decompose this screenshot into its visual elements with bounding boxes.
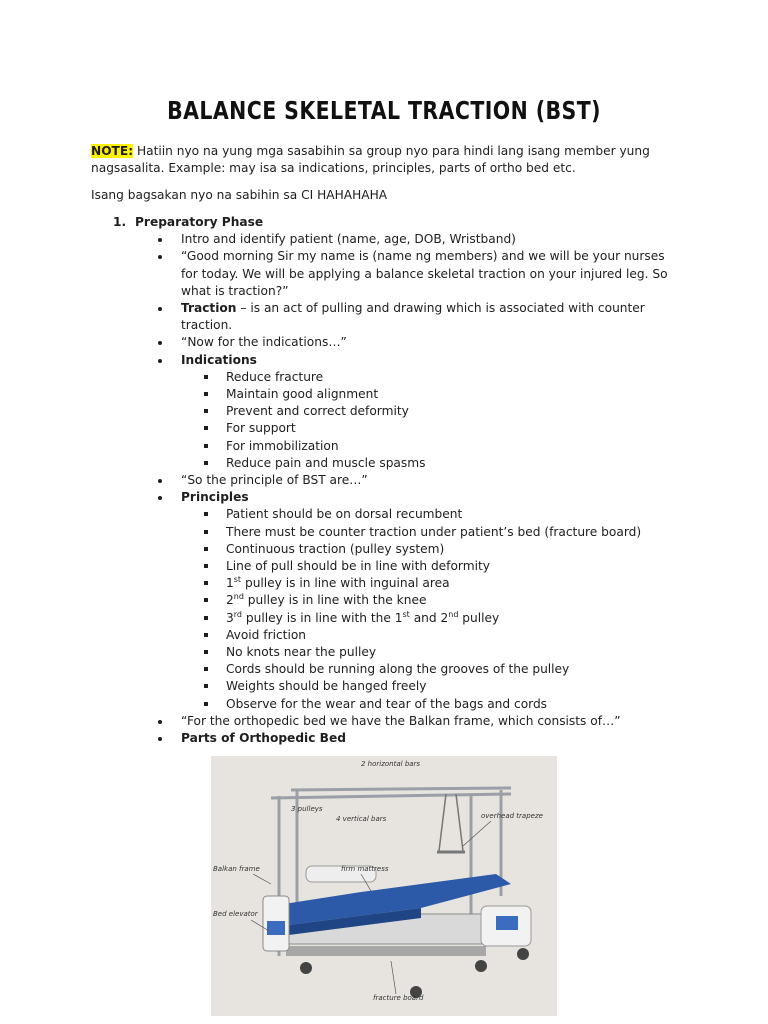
principle-item: Patient should be on dorsal recumbent (0, 506, 768, 523)
bed-parts-heading: Parts of Orthopedic Bed (0, 730, 768, 747)
indication-item: Reduce fracture (0, 369, 768, 386)
ordinal-suffix: rd (233, 609, 242, 619)
ordinal-suffix: nd (448, 609, 459, 619)
aside-text: Isang bagsakan nyo na sabihin sa CI HAHAHAHA (91, 188, 388, 202)
principle-text: and 2 (409, 610, 449, 625)
principle-item: Avoid friction (0, 627, 768, 644)
phase-number: 1. (113, 215, 127, 229)
list-item: “For the orthopedic bed we have the Balkan frame, which consists of…” (0, 713, 768, 730)
principle-item: Line of pull should be in line with deformity (0, 558, 768, 575)
note-label: NOTE: (91, 144, 134, 158)
ordinal-suffix: st (402, 609, 410, 619)
list-item: Intro and identify patient (name, age, DOB, Wristband) (0, 231, 768, 248)
indications-heading: Indications (0, 352, 768, 369)
principle-item (0, 592, 768, 609)
list-item: “Now for the indications…” (0, 334, 768, 351)
bed-illustration (211, 756, 557, 1016)
ordinal-number: 2 (226, 593, 234, 608)
phase-title: Preparatory Phase (135, 215, 264, 229)
principle-item: Weights should be hanged freely (0, 678, 768, 695)
principle-item: Continuous traction (pulley system) (0, 541, 768, 558)
principles-heading: Principles (0, 489, 768, 506)
principle-text: pulley is in line with the 1 (242, 610, 403, 625)
ordinal-suffix: nd (233, 592, 244, 602)
principle-text: pulley (458, 610, 500, 625)
traction-definition: – is an act of pulling and drawing which is associated with counter traction. (181, 301, 645, 333)
principle-item: No knots near the pulley (0, 644, 768, 661)
principle-item: Cords should be running along the grooves of the pulley (0, 661, 768, 678)
label-pulleys: 3 pulleys (291, 805, 323, 813)
indication-item: Prevent and correct deformity (0, 403, 768, 420)
indication-item: For immobilization (0, 438, 768, 455)
list-item: “Good morning Sir my name is (name ng members) and we will be your nurses for today. We will be applying a balance skeletal traction on your injured leg. So what is traction?” (0, 248, 768, 300)
principle-item (0, 575, 768, 592)
outline (0, 214, 768, 747)
indication-item: Maintain good alignment (0, 386, 768, 403)
list-item: “So the principle of BST are…” (0, 472, 768, 489)
indication-item: For support (0, 420, 768, 437)
traction-term: Traction (181, 301, 237, 316)
phase-heading (0, 214, 768, 231)
label-mattress: firm mattress (341, 865, 389, 873)
label-fracture-board: fracture board (373, 994, 424, 1002)
ordinal-number: 3 (226, 610, 234, 625)
orthopedic-bed-photo (211, 756, 557, 1016)
principle-item: There must be counter traction under patient’s bed (fracture board) (0, 524, 768, 541)
indication-item: Reduce pain and muscle spasms (0, 455, 768, 472)
label-bed-elevator: Bed elevator (213, 910, 258, 918)
label-balkan-frame: Balkan frame (213, 865, 260, 873)
label-horizontal-bars: 2 horizontal bars (361, 760, 421, 768)
principle-text: pulley is in line with inguinal area (241, 576, 450, 591)
page-title: BALANCE SKELETAL TRACTION (BST) (167, 96, 601, 125)
ordinal-suffix: st (233, 575, 242, 585)
principle-text: pulley is in line with the knee (243, 593, 427, 608)
note-paragraph (91, 143, 661, 177)
note-text: Hatiin nyo na yung mga sasabihin sa group nyo para hindi lang isang member yung nagsasalita. Example: may isa sa indications, principles, parts of ortho bed etc. (91, 144, 650, 175)
principle-item: Observe for the wear and tear of the bags and cords (0, 696, 768, 713)
list-item (0, 300, 768, 334)
ordinal-number: 1 (226, 576, 234, 591)
label-trapeze: overhead trapeze (481, 812, 543, 820)
principle-item (0, 610, 768, 627)
label-vertical-bars: 4 vertical bars (336, 815, 387, 823)
